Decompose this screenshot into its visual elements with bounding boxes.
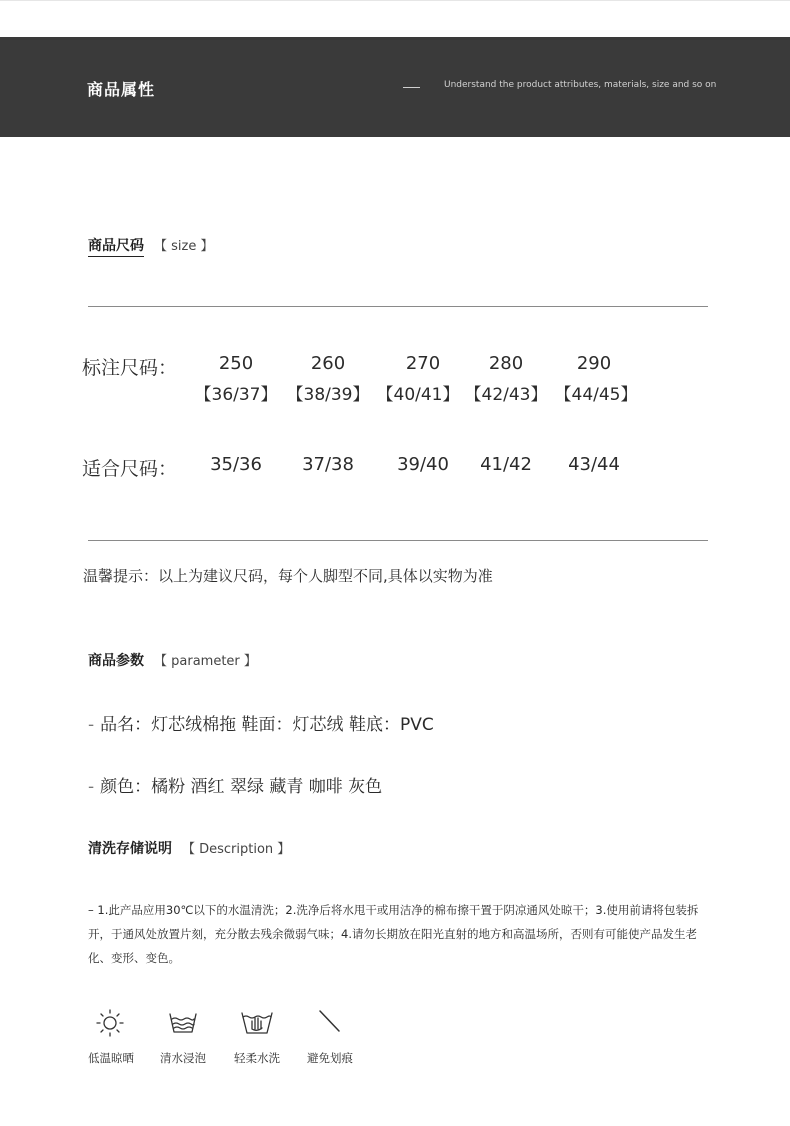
bullet-dash: - [88, 777, 95, 797]
marked-size-eu: 【42/43】 [464, 385, 548, 405]
marked-size-eu: 【44/45】 [554, 385, 638, 405]
marked-size-value: 270 [405, 353, 441, 374]
param-section-tag: 【 parameter 】 [154, 654, 257, 669]
marked-size-value: 290 [576, 353, 612, 374]
water-basin-icon [163, 1008, 203, 1038]
care-icon-label: 清水浸泡 [160, 1051, 206, 1065]
param-color-text: 颜色：橘粉 酒红 翠绿 藏青 咖啡 灰色 [100, 777, 383, 797]
param-name-text: 品名：灯芯绒棉拖 鞋面：灯芯绒 鞋底：PVC [100, 715, 434, 735]
fit-size-label: 适合尺码： [82, 458, 178, 480]
bullet-dash: - [88, 715, 95, 735]
care-section-heading [88, 838, 290, 858]
param-section-heading [88, 650, 257, 670]
size-top-divider [88, 306, 708, 307]
care-section-tag: 【 Description 】 [182, 842, 291, 857]
size-bottom-divider [88, 540, 708, 541]
marked-size-value: 260 [310, 353, 346, 374]
fit-size-value: 35/36 [210, 454, 262, 475]
fit-size-value: 41/42 [480, 454, 532, 475]
marked-size-value: 280 [488, 353, 524, 374]
size-section-heading [88, 235, 213, 255]
top-divider [0, 0, 790, 1]
care-section-title: 清洗存储说明 [88, 841, 172, 857]
param-section-title: 商品参数 [88, 653, 144, 669]
scratch-line-icon [311, 1008, 351, 1038]
banner-subtitle: Understand the product attributes, materials, size and so on [444, 80, 717, 90]
param-name-line [88, 710, 434, 735]
care-instructions: – 1.此产品应用30℃以下的水温清洗；2.洗净后将水甩干或用洁净的棉布擦干置于阴凉通风处晾干；3.使用前请将包装拆开，于通风处放置片刻，充分散去残余微弱气味；4.请勿长期放在阳光直射的地方和高温场所，否则有可能使产品发生老化、变形、变色。 [88, 903, 699, 965]
param-color-line [88, 772, 382, 797]
marked-size-label: 标注尺码： [82, 357, 178, 379]
banner-dash [403, 87, 420, 88]
fit-size-value: 39/40 [397, 454, 449, 475]
size-tip: 温馨提示：以上为建议尺码，每个人脚型不同,具体以实物为准 [83, 567, 493, 585]
fit-size-value: 37/38 [302, 454, 354, 475]
marked-size-value: 250 [218, 353, 254, 374]
sun-icon [90, 1008, 130, 1038]
fit-size-value: 43/44 [568, 454, 620, 475]
banner-title: 商品属性 [87, 80, 156, 99]
care-icon-label: 避免划痕 [307, 1051, 353, 1065]
marked-size-eu: 【38/39】 [286, 385, 370, 405]
marked-size-eu: 【40/41】 [376, 385, 460, 405]
size-section-tag: 【 size 】 [154, 239, 214, 254]
care-icon-label: 轻柔水洗 [234, 1051, 280, 1065]
header-banner [0, 37, 790, 137]
size-section-title: 商品尺码 [88, 238, 144, 257]
hand-wash-icon [237, 1008, 277, 1038]
care-icon-label: 低温晾晒 [88, 1051, 134, 1065]
marked-size-eu: 【36/37】 [194, 385, 278, 405]
